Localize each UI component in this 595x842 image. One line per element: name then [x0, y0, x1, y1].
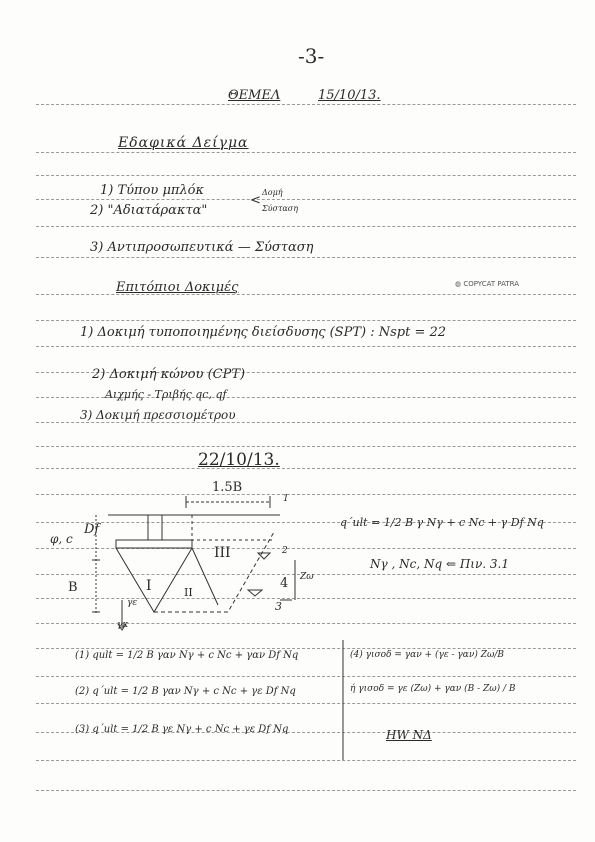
zone-label: III	[214, 545, 231, 561]
list-item: 2) Δοκιμή κώνου (CPT)	[92, 367, 246, 382]
stamp-icon: ◍	[455, 280, 464, 288]
copyshop-stamp: COPYCAT PATRA	[463, 280, 519, 288]
water-level-label: 3	[275, 600, 282, 613]
formula-case-4: (4) γισοδ = γαν + (γε - γαν) Zω/B	[350, 650, 504, 660]
formula-case-3: (3) q΄ult = 1/2 B γε Nγ + c Nc + γε Df Nq	[75, 724, 289, 735]
page-number: -3-	[298, 44, 325, 68]
list-item: 1) Τύπου μπλόκ	[100, 183, 205, 198]
branch-label-upper: Δομή	[262, 188, 283, 197]
note-hw: HW NΔ	[386, 728, 432, 742]
water-level-label: 1	[283, 494, 289, 504]
zw-label: Zω	[300, 572, 314, 582]
zone-label: II	[184, 586, 193, 599]
list-item: 3) Αντιπροσωπευτικά — Σύσταση	[90, 240, 314, 255]
list-item: 1) Δοκιμή τυποποιημένης διείσδυσης (SPT) : Nspt = 22	[80, 325, 447, 340]
list-item: 2) "Αδιατάρακτα"	[90, 203, 208, 218]
gamma-label: γκ	[117, 620, 129, 630]
section-heading: Εδαφικά Δείγμα	[118, 135, 249, 151]
list-item: 3) Δοκιμή πρεσσιομέτρου	[80, 408, 236, 422]
formula-alternative: ή γισοδ = γε (Zω) + γαν (B - Zω) / B	[350, 684, 516, 694]
header-date: 15/10/13.	[318, 88, 381, 103]
gamma-label: γε	[127, 598, 138, 608]
branch-arrow-icon: <	[250, 193, 261, 208]
list-subitem: Αιχμής - Τριβής qc, qf	[105, 388, 227, 401]
zone-label: I	[146, 578, 152, 594]
width-b-label: B	[68, 580, 78, 595]
factors-reference: Nγ , Nc, Nq ⇐ Πιν. 3.1	[370, 557, 510, 571]
bearing-capacity-formula: q΄ult = 1/2 B γ Nγ + c Nc + γ Df Nq	[340, 516, 544, 529]
depth-label: Df	[84, 522, 100, 537]
section-date: 22/10/13.	[198, 450, 280, 470]
water-level-label: 4	[280, 576, 289, 591]
formula-case-2: (2) q΄ult = 1/2 B γαν Nγ + c Nc + γε Df Nq	[75, 686, 296, 697]
soil-parameters-label: φ, c	[50, 532, 73, 546]
section-heading: Επιτόπιοι Δοκιμές	[116, 280, 239, 295]
water-level-label: 2	[282, 546, 288, 556]
formula-case-1: (1) qult = 1/2 B γαν Nγ + c Nc + γαν Df Nq	[75, 650, 299, 661]
width-label: 1.5B	[212, 480, 243, 495]
branch-label-lower: Σύσταση	[262, 204, 299, 213]
page-title: ΘΕΜΕΛ	[228, 88, 281, 103]
